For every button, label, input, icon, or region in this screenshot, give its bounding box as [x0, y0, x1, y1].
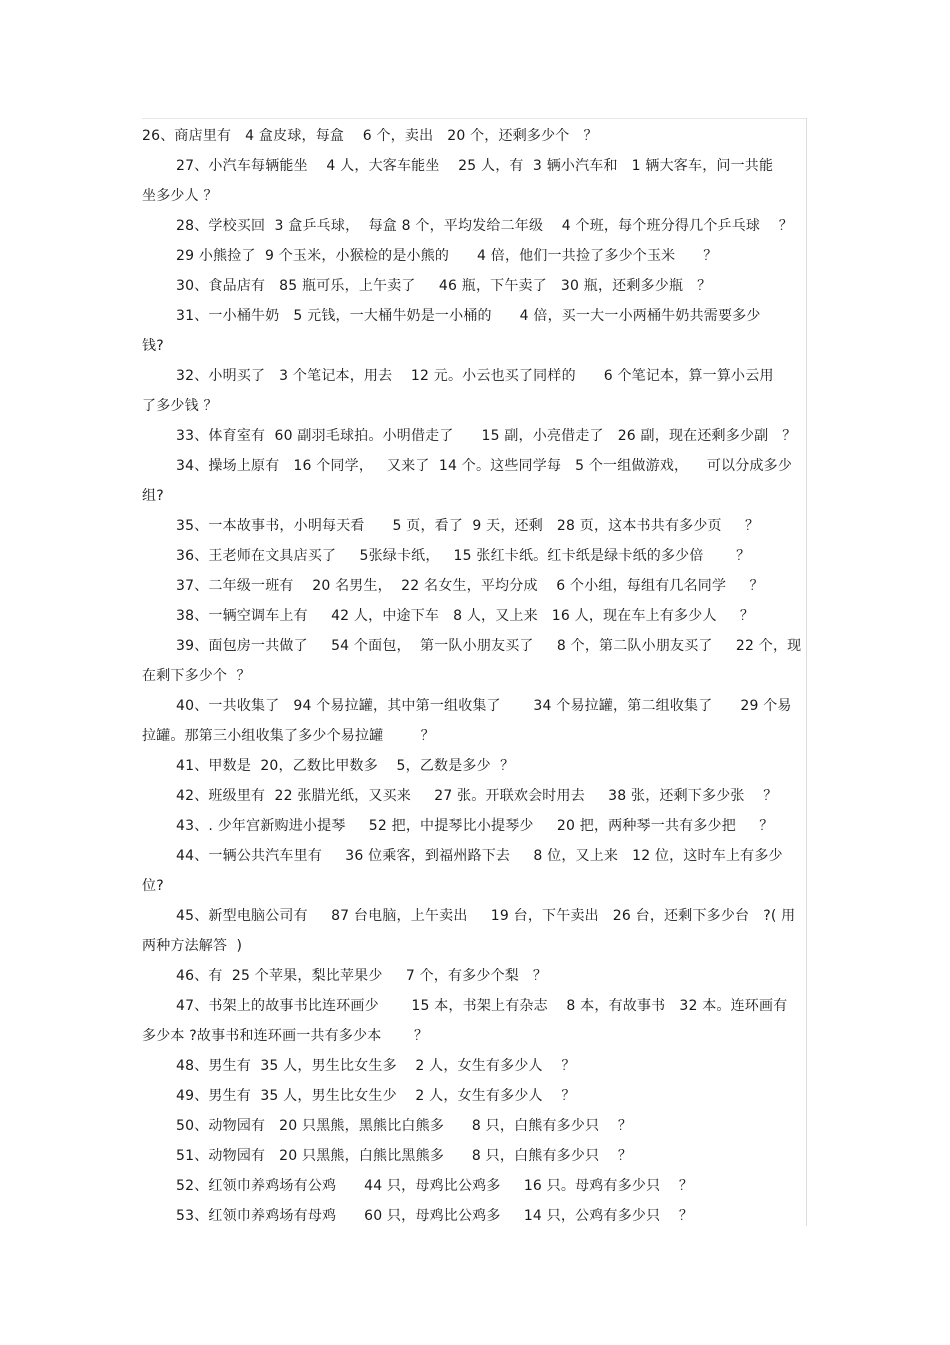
problem-text-line: 28、学校买回 3 盒乒乓球， 每盒 8 个，平均发给二年级 4 个班，每个班分得几个乒乓球 ？ [176, 218, 793, 234]
problem-text-line: 49、男生有 35 人，男生比女生少 2 人，女生有多少人 ？ [176, 1088, 576, 1104]
problem-text-line: 47、书架上的故事书比连环画少 15 本，书架上有杂志 8 本，有故事书 32 本。连环画有 [176, 998, 788, 1014]
problem-text-line: 52、红领巾养鸡场有公鸡 44 只，母鸡比公鸡多 16 只。母鸡有多少只 ？ [176, 1178, 694, 1194]
problem-text-line: 27、小汽车每辆能坐 4 人，大客车能坐 25 人，有 3 辆小汽车和 1 辆大客车，问一共能 [176, 158, 774, 174]
problem-text-line: 48、男生有 35 人，男生比女生多 2 人，女生有多少人 ？ [176, 1058, 576, 1074]
problem-list [142, 121, 804, 1231]
problem-text-line: 37、二年级一班有 20 名男生， 22 名女生，平均分成 6 个小组，每组有几名同学 ？ [176, 578, 764, 594]
problem-text-line: 34、操场上原有 16 个同学， 又来了 14 个。这些同学每 5 个一组做游戏， 可以分成多少 [176, 458, 793, 474]
problem-text-line: 了多少钱 ？ [142, 398, 218, 414]
problem-text-line: 42、班级里有 22 张腊光纸，又买来 27 张。开联欢会时用去 38 张，还剩下多少张 ？ [176, 788, 778, 804]
problem-text-line: 51、动物园有 20 只黑熊，白熊比黑熊多 8 只，白熊有多少只 ？ [176, 1148, 633, 1164]
problem-text-line: 组? [142, 488, 164, 504]
problem-text-line: 39、面包房一共做了 54 个面包， 第一队小朋友买了 8 个，第二队小朋友买了 22 个，现 [176, 638, 802, 654]
page-border-top [142, 118, 807, 119]
problem-text-line: 32、小明买了 3 个笔记本，用去 12 元。小云也买了同样的 6 个笔记本，算一算小云用 [176, 368, 774, 384]
problem-text-line: 46、有 25 个苹果，梨比苹果少 7 个，有多少个梨 ？ [176, 968, 548, 984]
problem-text-line: 36、王老师在文具店买了 5张绿卡纸， 15 张红卡纸。红卡纸是绿卡纸的多少倍 ？ [176, 548, 751, 564]
problem-text-line: 53、红领巾养鸡场有母鸡 60 只，母鸡比公鸡多 14 只，公鸡有多少只 ？ [176, 1208, 694, 1224]
problem-text-line: 钱? [142, 338, 164, 354]
problem-text-line: 多少本 ?故事书和连环画一共有多少本 ？ [142, 1028, 429, 1044]
problem-text-line: 29 小熊捡了 9 个玉米，小猴检的是小熊的 4 倍，他们一共捡了多少个玉米 ？ [176, 248, 718, 264]
problem-text-line: 位? [142, 878, 164, 894]
page-border-right [806, 118, 807, 1226]
problem-text-line: 33、体育室有 60 副羽毛球拍。小明借走了 15 副，小亮借走了 26 副，现在还剩多少副 ？ [176, 428, 797, 444]
problem-text-line: 43、. 少年宫新购进小提琴 52 把，中提琴比小提琴少 20 把，两种琴一共有多少把 ？ [176, 818, 774, 834]
problem-text-line: 在剩下多少个 ？ [142, 668, 251, 684]
problem-text-line: 30、食品店有 85 瓶可乐，上午卖了 46 瓶，下午卖了 30 瓶，还剩多少瓶 ？ [176, 278, 712, 294]
problem-text-line: 40、一共收集了 94 个易拉罐，其中第一组收集了 34 个易拉罐，第二组收集了 29 个易 [176, 698, 792, 714]
problem-text-line: 38、一辆空调车上有 42 人，中途下车 8 人，又上来 16 人，现在车上有多少人 ？ [176, 608, 755, 624]
problem-text-line: 44、一辆公共汽车里有 36 位乘客，到福州路下去 8 位，又上来 12 位，这时车上有多少 [176, 848, 783, 864]
problem-text-line: 两种方法解答 ) [142, 938, 243, 954]
problem-text-line: 41、甲数是 20，乙数比甲数多 5，乙数是多少 ？ [176, 758, 515, 774]
problem-text-line: 26、商店里有 4 盒皮球，每盒 6 个，卖出 20 个，还剩多少个 ？ [142, 128, 598, 144]
problem-text-line: 50、动物园有 20 只黑熊，黑熊比白熊多 8 只，白熊有多少只 ？ [176, 1118, 633, 1134]
problem-text-line: 拉罐。那第三小组收集了多少个易拉罐 ？ [142, 728, 435, 744]
problem-text-line: 31、一小桶牛奶 5 元钱，一大桶牛奶是一小桶的 4 倍，买一大一小两桶牛奶共需要多少 [176, 308, 761, 324]
problem-text-line: 45、新型电脑公司有 87 台电脑，上午卖出 19 台，下午卖出 26 台，还剩下多少台 ?( 用 [176, 908, 796, 924]
problem-text-line: 坐多少人 ？ [142, 188, 218, 204]
problem-text-line: 35、一本故事书，小明每天看 5 页，看了 9 天，还剩 28 页，这本书共有多少页 ？ [176, 518, 760, 534]
